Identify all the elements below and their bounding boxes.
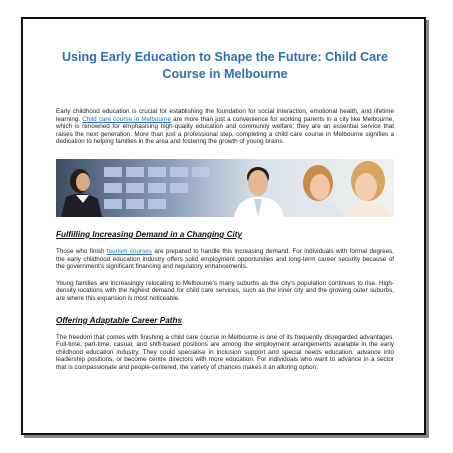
section-heading-career-paths: Offering Adaptable Career Paths <box>56 315 183 325</box>
intro-text-1: Early childhood education is crucial for establishing the foundation for social interaction, emotional health, and lifetime learning. <box>56 108 394 123</box>
page-title: Using Early Education to Shape the Future: Child Care Course in Melbourne <box>61 50 389 81</box>
tourism-courses-link[interactable]: tourism courses <box>106 247 152 255</box>
section2-paragraph-1: The freedom that comes with finishing a child care course in Melbourne is one of its frequently disregarded advantages. Full-time, part-time, casual, and shift-based positions are among the employment arrangements available in the early childhood education industry. They could specialise in inclusion support and special needs education, advance into leadership positions, or become centre directors with more education. For individuals who want to advance in a sector that is compassionate and people-centered, the variety of chances makes it an alluring option. <box>56 333 394 371</box>
section1-paragraph-2: Young families are increasingly relocating to Melbourne's many suburbs as the city's population continues to rise. High-density locations with the highest demand for child care services, such as the inner city and the growing outer suburbs, are where this expansion is most noticeable. <box>56 279 394 302</box>
intro-text-2: are more than just a convenience for working parents in a city like Melbourne, which is renowned for emphasising high-quality education and community welfare; they are an essential service that raises the next generation. More than just a professional step, completing a child care course in Melbourne signifies a dedication to helping families in the area and fostering the growth of young brains. <box>56 115 394 146</box>
section-heading-demand: Fulfilling Increasing Demand in a Changing City <box>56 229 243 239</box>
document-body <box>56 19 394 372</box>
section1-paragraph-1 <box>56 248 394 271</box>
document-page <box>21 17 426 435</box>
intro-paragraph <box>56 108 394 146</box>
section1-text-2: are prepared to handle this increasing demand. For individuals with formal degrees, the early childhood education industry offers solid employment opportunities and long-term career security because of the government's significant financing and regulatory enhancements. <box>56 247 394 271</box>
child-care-course-link[interactable]: Child care course in Melbourne <box>82 115 171 123</box>
section1-text-1: Those who finish <box>56 247 107 255</box>
banner-photo-illustration <box>56 159 394 217</box>
banner-photo <box>56 159 394 217</box>
